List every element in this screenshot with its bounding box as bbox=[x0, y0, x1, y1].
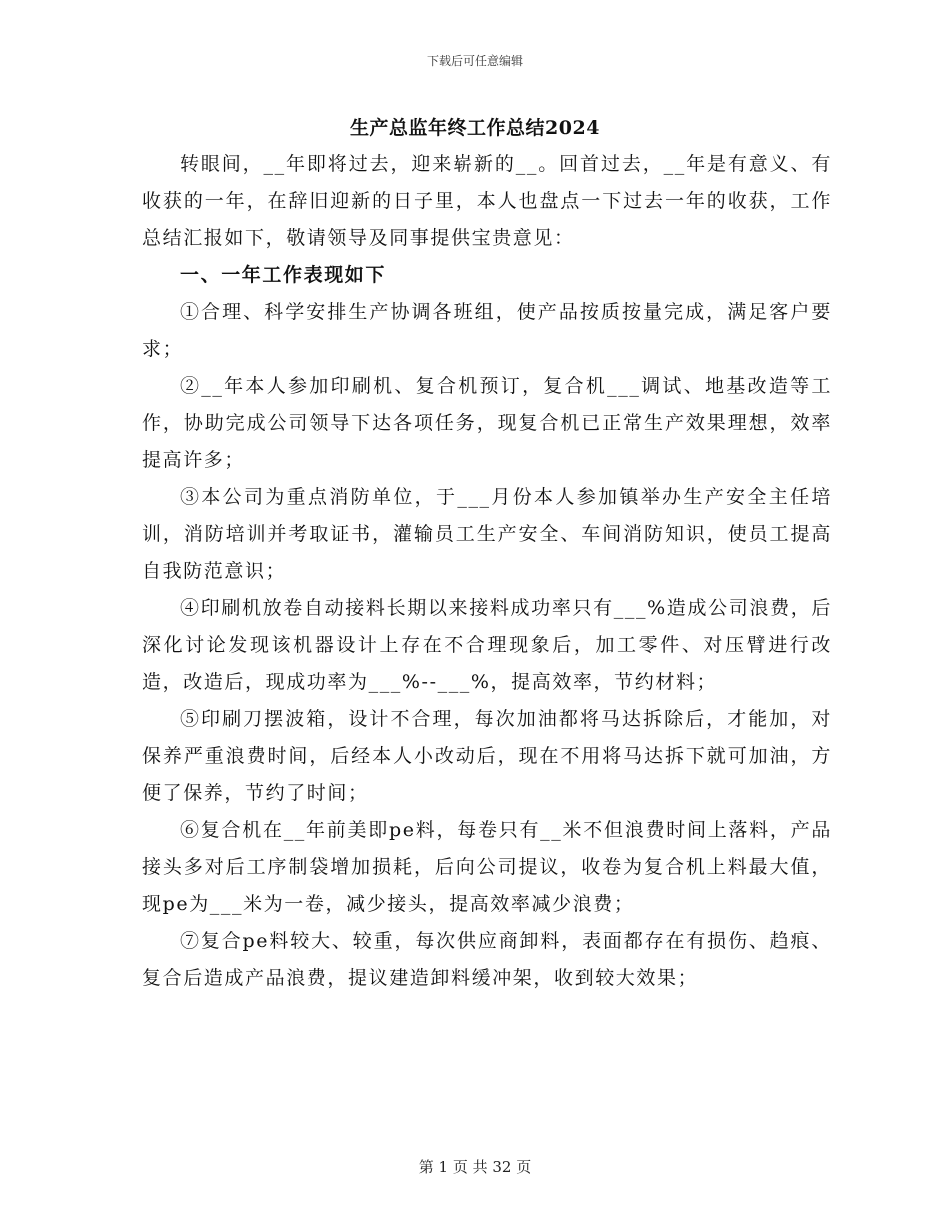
list-item: ②__年本人参加印刷机、复合机预订，复合机___调试、地基改造等工作，协助完成公司领导下达各项任务，现复合机已正常生产效果理想，效率提高许多； bbox=[142, 375, 832, 471]
list-item: ④印刷机放卷自动接料长期以来接料成功率只有___%造成公司浪费，后深化讨论发现该机器设计上存在不合理现象后，加工零件、对压臂进行改造，改造后，现成功率为___%--___%，提高效率，节约材料； bbox=[142, 597, 832, 693]
intro-paragraph: 转眼间，__年即将过去，迎来崭新的__。回首过去，__年是有意义、有收获的一年，在辞旧迎新的日子里，本人也盘点一下过去一年的收获，工作总结汇报如下，敬请领导及同事提供宝贵意见： bbox=[142, 153, 832, 249]
list-item: ③本公司为重点消防单位，于___月份本人参加镇举办生产安全主任培训，消防培训并考取证书，灌输员工生产安全、车间消防知识，使员工提高自我防范意识； bbox=[142, 486, 832, 582]
list-item: ①合理、科学安排生产协调各班组，使产品按质按量完成，满足客户要求； bbox=[142, 301, 832, 360]
list-item: ⑤印刷刀摆波箱，设计不合理，每次加油都将马达拆除后，才能加，对保养严重浪费时间，后经本人小改动后，现在不用将马达拆下就可加油，方便了保养，节约了时间； bbox=[142, 708, 832, 804]
page-number: 第 1 页 共 32 页 bbox=[418, 1158, 532, 1176]
header-note: 下载后可任意编辑 bbox=[426, 54, 523, 68]
list-item: ⑦复合pe料较大、较重，每次供应商卸料，表面都存在有损伤、趋痕、复合后造成产品浪费，提议建造卸料缓冲架，收到较大效果； bbox=[142, 930, 832, 989]
document-body bbox=[142, 146, 832, 997]
list-item: ⑥复合机在__年前美即pe料，每卷只有__米不但浪费时间上落料，产品接头多对后工序制袋增加损耗，后向公司提议，收卷为复合机上料最大值，现pe为___米为一卷，减少接头，提高效率减少浪费； bbox=[142, 819, 832, 915]
document-title: 生产总监年终工作总结2024 bbox=[350, 117, 600, 139]
section-heading: 一、一年工作表现如下 bbox=[180, 264, 387, 286]
